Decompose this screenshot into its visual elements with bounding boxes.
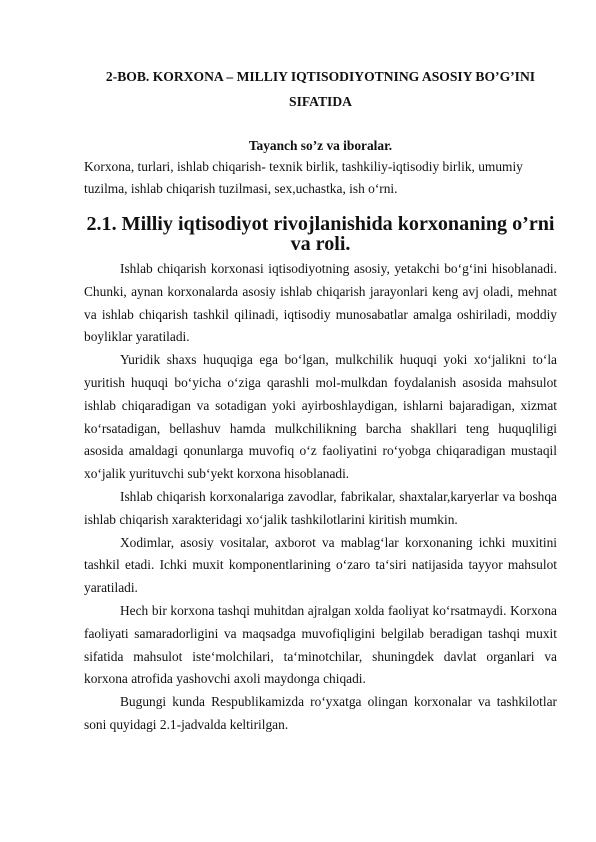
paragraph: Ishlab chiqarish korxonalariga zavodlar, fabrikalar, shaxtalar,karyerlar va boshqa ishlab chiqarish xarakteridagi xo‘jalik tashkilotlarini kiritish mumkin. (84, 488, 557, 527)
section-heading: 2.1. Milliy iqtisodiyot rivojlanishida korxonaning o’rni va roli. (86, 213, 555, 255)
paragraph: Hech bir korxona tashqi muhitdan ajralgan xolda faoliyat ko‘rsatmaydi. Korxona faoliyati samaradorligini va maqsadga muvofiqligini belgilab beradigan tashqi muxit sifatida mahsulot iste‘molchilari, ta‘minotchilar, shuningdek davlat organlari va korxona atrofida yashovchi axoli maydonga chiqadi. (84, 602, 557, 687)
paragraph: Xodimlar, asosiy vositalar, axborot va mablag‘lar korxonaning ichki muxitini tashkil etadi. Ichki muxit komponentlarining o‘zaro ta‘siri natijasida tayyor mahsulot yaratiladi. (84, 534, 557, 596)
document-page (84, 64, 557, 737)
paragraph: Yuridik shaxs huquqiga ega bo‘lgan, mulkchilik huquqi yoki xo‘jalikni to‘la yuritish huquqi bo‘yicha o‘ziga qarashli mol-mulkdan foydalanish asosida mahsulot ishlab chiqaradigan va sotadigan yoki ayirboshlaydigan, ishlarni bajaradigan, xizmat ko‘rsatadigan, bellashuv hamda mulkchilikning barcha shakllari teng huquqliligi asosida amaldagi qonunlarga muvofiq o‘z faoliyatini ro‘yobga chiqaradigan mustaqil xo‘jalik yurituvchi sub‘yekt korxona hisoblanadi. (84, 352, 557, 482)
keywords-heading: Tayanch so’z va iboralar. (248, 138, 393, 153)
paragraph: Bugungi kunda Respublikamizda ro‘yxatga olingan korxonalar va tashkilotlar soni quyidagi 2.1-jadvalda keltirilgan. (84, 694, 557, 732)
paragraph: Ishlab chiqarish korxonasi iqtisodiyotning asosiy, yetakchi bo‘g‘ini hisoblanadi. Chunki, aynan korxonalarda asosiy ishlab chiqarish jarayonlari keng avj oladi, mehnat va ishlab chiqarish tashkil qilinadi, iqtisodiy munosabatlar amalga oshiriladi, moddiy boyliklar yaratiladi. (84, 261, 557, 345)
chapter-title: 2-BOB. KORXONA – MILLIY IQTISODIYOTNING ASOSIY BO’G’INI SIFATIDA (105, 69, 536, 109)
keywords-text: Korxona, turlari, ishlab chiqarish- texnik birlik, tashkiliy-iqtisodiy birlik, umumiy tuzilma, ishlab chiqarish tuzilmasi, sex,uchastka, ish o‘rni. (84, 159, 523, 196)
